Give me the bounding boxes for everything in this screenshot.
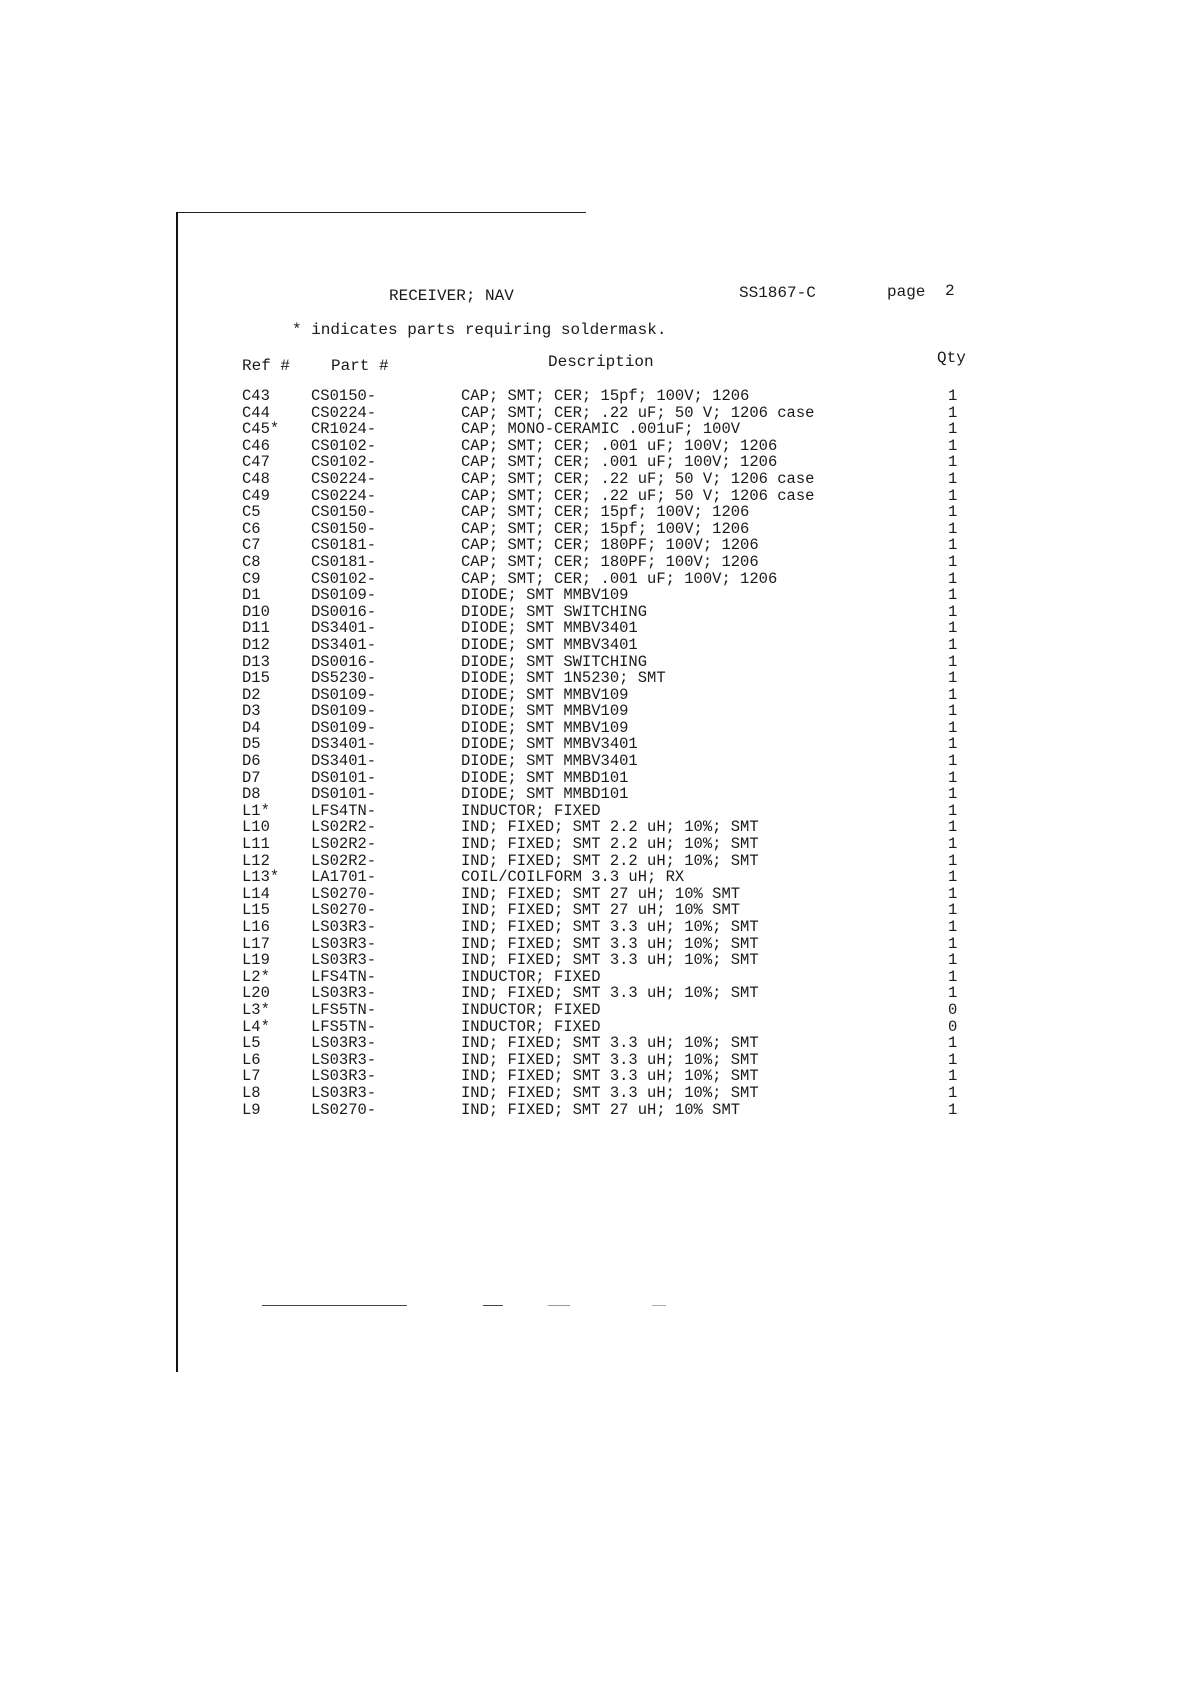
ref-cell: D10 bbox=[242, 602, 270, 621]
table-row bbox=[0, 471, 1190, 488]
qty-cell: 1 bbox=[948, 718, 958, 737]
qty-cell: 1 bbox=[948, 685, 958, 704]
qty-cell: 1 bbox=[948, 984, 958, 1003]
ref-cell: L12 bbox=[242, 851, 270, 870]
description-cell: IND; FIXED; SMT 3.3 uH; 10%; SMT bbox=[461, 1083, 759, 1102]
ref-cell: L13* bbox=[242, 868, 280, 887]
qty-cell: 1 bbox=[948, 818, 958, 837]
part-number-cell: LS02R2- bbox=[311, 851, 377, 870]
part-number-cell: LS0270- bbox=[311, 884, 377, 903]
table-row bbox=[0, 786, 1190, 803]
description-cell: CAP; SMT; CER; 15pf; 100V; 1206 bbox=[461, 519, 750, 538]
qty-cell: 1 bbox=[948, 569, 958, 588]
part-number-cell: LFS5TN- bbox=[311, 1017, 377, 1036]
description-cell: IND; FIXED; SMT 3.3 uH; 10%; SMT bbox=[461, 1067, 759, 1086]
ref-cell: C48 bbox=[242, 469, 270, 488]
qty-cell: 1 bbox=[948, 1034, 958, 1053]
description-cell: INDUCTOR; FIXED bbox=[461, 1000, 601, 1019]
ref-cell: L8 bbox=[242, 1083, 261, 1102]
part-number-cell: LS03R3- bbox=[311, 934, 377, 953]
description-cell: IND; FIXED; SMT 3.3 uH; 10%; SMT bbox=[461, 1050, 759, 1069]
ref-cell: D7 bbox=[242, 768, 261, 787]
qty-cell: 1 bbox=[948, 918, 958, 936]
qty-cell: 0 bbox=[948, 1000, 958, 1019]
table-row bbox=[0, 1002, 1190, 1019]
part-number-cell: LS0270- bbox=[311, 1100, 377, 1119]
description-cell: CAP; SMT; CER; .001 uF; 100V; 1206 bbox=[461, 569, 778, 588]
table-row bbox=[0, 969, 1190, 986]
description-cell: DIODE; SMT MMBV3401 bbox=[461, 752, 638, 771]
description-cell: DIODE; SMT MMBD101 bbox=[461, 785, 629, 804]
ref-cell: C47 bbox=[242, 453, 270, 472]
ref-cell: C43 bbox=[242, 387, 270, 405]
table-row bbox=[0, 388, 1190, 405]
description-cell: CAP; SMT; CER; 180PF; 100V; 1206 bbox=[461, 552, 759, 571]
description-cell: CAP; SMT; CER; 180PF; 100V; 1206 bbox=[461, 536, 759, 555]
part-number-cell: CS0224- bbox=[311, 403, 377, 422]
table-row bbox=[0, 985, 1190, 1002]
table-row bbox=[0, 521, 1190, 538]
qty-cell: 1 bbox=[948, 735, 958, 754]
description-cell: CAP; MONO-CERAMIC .001uF; 100V bbox=[461, 420, 741, 439]
part-number-cell: CS0102- bbox=[311, 453, 377, 472]
part-number-cell: DS3401- bbox=[311, 635, 377, 654]
ref-cell: L1* bbox=[242, 801, 270, 820]
part-number-cell: CS0150- bbox=[311, 519, 377, 538]
ref-cell: D11 bbox=[242, 619, 270, 638]
table-row bbox=[0, 654, 1190, 671]
table-row bbox=[0, 554, 1190, 571]
qty-cell: 1 bbox=[948, 934, 958, 953]
table-row bbox=[0, 1052, 1190, 1069]
document-number: SS1867-C bbox=[739, 284, 816, 302]
part-number-cell: DS0101- bbox=[311, 768, 377, 787]
qty-cell: 1 bbox=[948, 1067, 958, 1086]
ref-cell: D8 bbox=[242, 785, 261, 804]
ref-cell: L7 bbox=[242, 1067, 261, 1086]
part-number-cell: LS03R3- bbox=[311, 984, 377, 1003]
part-number-cell: DS5230- bbox=[311, 669, 377, 688]
description-cell: CAP; SMT; CER; 15pf; 100V; 1206 bbox=[461, 387, 750, 405]
table-row bbox=[0, 421, 1190, 438]
ref-cell: C8 bbox=[242, 552, 261, 571]
table-row bbox=[0, 637, 1190, 654]
qty-cell: 1 bbox=[948, 801, 958, 820]
part-number-cell: CS0102- bbox=[311, 436, 377, 455]
table-row bbox=[0, 537, 1190, 554]
ref-cell: D12 bbox=[242, 635, 270, 654]
table-row bbox=[0, 720, 1190, 737]
qty-cell: 1 bbox=[948, 519, 958, 538]
table-row bbox=[0, 604, 1190, 621]
qty-cell: 1 bbox=[948, 436, 958, 455]
description-cell: IND; FIXED; SMT 3.3 uH; 10%; SMT bbox=[461, 934, 759, 953]
part-number-cell: DS0109- bbox=[311, 702, 377, 721]
description-cell: CAP; SMT; CER; .22 uF; 50 V; 1206 case bbox=[461, 486, 815, 505]
part-number-cell: LA1701- bbox=[311, 868, 377, 887]
table-row bbox=[0, 488, 1190, 505]
table-row bbox=[0, 952, 1190, 969]
table-row bbox=[0, 819, 1190, 836]
part-number-cell: LFS5TN- bbox=[311, 1000, 377, 1019]
part-number-cell: LS03R3- bbox=[311, 1083, 377, 1102]
qty-cell: 1 bbox=[948, 536, 958, 555]
description-cell: COIL/COILFORM 3.3 uH; RX bbox=[461, 868, 685, 887]
description-cell: INDUCTOR; FIXED bbox=[461, 967, 601, 986]
description-cell: IND; FIXED; SMT 3.3 uH; 10%; SMT bbox=[461, 918, 759, 936]
part-number-cell: LS0270- bbox=[311, 901, 377, 920]
description-cell: DIODE; SMT SWITCHING bbox=[461, 652, 648, 671]
ref-cell: C7 bbox=[242, 536, 261, 555]
qty-cell: 1 bbox=[948, 1050, 958, 1069]
document-title: RECEIVER; NAV bbox=[389, 287, 514, 305]
qty-cell: 1 bbox=[948, 884, 958, 903]
qty-cell: 1 bbox=[948, 752, 958, 771]
description-cell: IND; FIXED; SMT 27 uH; 10% SMT bbox=[461, 1100, 741, 1119]
bottom-rule-1 bbox=[262, 1305, 407, 1306]
part-number-cell: DS0109- bbox=[311, 685, 377, 704]
column-header-description: Description bbox=[548, 353, 654, 371]
description-cell: CAP; SMT; CER; .001 uF; 100V; 1206 bbox=[461, 453, 778, 472]
ref-cell: L3* bbox=[242, 1000, 270, 1019]
table-row bbox=[0, 405, 1190, 422]
qty-cell: 1 bbox=[948, 1083, 958, 1102]
ref-cell: D3 bbox=[242, 702, 261, 721]
part-number-cell: DS3401- bbox=[311, 619, 377, 638]
ref-cell: L9 bbox=[242, 1100, 261, 1119]
ref-cell: L20 bbox=[242, 984, 270, 1003]
part-number-cell: CS0181- bbox=[311, 536, 377, 555]
description-cell: INDUCTOR; FIXED bbox=[461, 801, 601, 820]
ref-cell: C9 bbox=[242, 569, 261, 588]
description-cell: DIODE; SMT MMBV109 bbox=[461, 685, 629, 704]
qty-cell: 1 bbox=[948, 967, 958, 986]
ref-cell: C5 bbox=[242, 503, 261, 522]
ref-cell: L2* bbox=[242, 967, 270, 986]
ref-cell: C49 bbox=[242, 486, 270, 505]
page-label: page bbox=[887, 283, 926, 301]
description-cell: IND; FIXED; SMT 27 uH; 10% SMT bbox=[461, 884, 741, 903]
table-row bbox=[0, 936, 1190, 953]
ref-cell: D1 bbox=[242, 586, 261, 605]
table-row bbox=[0, 1035, 1190, 1052]
description-cell: DIODE; SMT MMBV109 bbox=[461, 586, 629, 605]
ref-cell: D2 bbox=[242, 685, 261, 704]
part-number-cell: LFS4TN- bbox=[311, 801, 377, 820]
part-number-cell: LS03R3- bbox=[311, 918, 377, 936]
part-number-cell: CS0224- bbox=[311, 469, 377, 488]
column-header-qty: Qty bbox=[937, 349, 966, 367]
ref-cell: L16 bbox=[242, 918, 270, 936]
table-row bbox=[0, 770, 1190, 787]
part-number-cell: LS03R3- bbox=[311, 1067, 377, 1086]
ref-cell: L5 bbox=[242, 1034, 261, 1053]
table-row bbox=[0, 687, 1190, 704]
ref-cell: D15 bbox=[242, 669, 270, 688]
part-number-cell: DS0109- bbox=[311, 718, 377, 737]
ref-cell: L19 bbox=[242, 951, 270, 970]
part-number-cell: LS03R3- bbox=[311, 1034, 377, 1053]
description-cell: CAP; SMT; CER; .22 uF; 50 V; 1206 case bbox=[461, 403, 815, 422]
qty-cell: 1 bbox=[948, 552, 958, 571]
table-row bbox=[0, 919, 1190, 936]
soldermask-note: * indicates parts requiring soldermask. bbox=[292, 321, 667, 339]
description-cell: DIODE; SMT MMBV109 bbox=[461, 718, 629, 737]
ref-cell: L17 bbox=[242, 934, 270, 953]
qty-cell: 1 bbox=[948, 951, 958, 970]
description-cell: IND; FIXED; SMT 27 uH; 10% SMT bbox=[461, 901, 741, 920]
part-number-cell: CS0150- bbox=[311, 503, 377, 522]
description-cell: DIODE; SMT 1N5230; SMT bbox=[461, 669, 666, 688]
table-row bbox=[0, 1068, 1190, 1085]
table-row bbox=[0, 454, 1190, 471]
part-number-cell: CS0150- bbox=[311, 387, 377, 405]
table-row bbox=[0, 571, 1190, 588]
description-cell: IND; FIXED; SMT 2.2 uH; 10%; SMT bbox=[461, 851, 759, 870]
description-cell: INDUCTOR; FIXED bbox=[461, 1017, 601, 1036]
ref-cell: L4* bbox=[242, 1017, 270, 1036]
qty-cell: 1 bbox=[948, 387, 958, 405]
column-header-part: Part # bbox=[331, 357, 389, 375]
part-number-cell: DS0016- bbox=[311, 652, 377, 671]
part-number-cell: DS0016- bbox=[311, 602, 377, 621]
qty-cell: 1 bbox=[948, 702, 958, 721]
part-number-cell: LS02R2- bbox=[311, 818, 377, 837]
part-number-cell: LS02R2- bbox=[311, 835, 377, 854]
qty-cell: 1 bbox=[948, 619, 958, 638]
ref-cell: D6 bbox=[242, 752, 261, 771]
ref-cell: L14 bbox=[242, 884, 270, 903]
qty-cell: 1 bbox=[948, 469, 958, 488]
ref-cell: C46 bbox=[242, 436, 270, 455]
part-number-cell: DS3401- bbox=[311, 752, 377, 771]
description-cell: DIODE; SMT MMBV3401 bbox=[461, 635, 638, 654]
qty-cell: 1 bbox=[948, 785, 958, 804]
part-number-cell: DS0109- bbox=[311, 586, 377, 605]
part-number-cell: LS03R3- bbox=[311, 951, 377, 970]
qty-cell: 1 bbox=[948, 652, 958, 671]
description-cell: DIODE; SMT SWITCHING bbox=[461, 602, 648, 621]
part-number-cell: CS0224- bbox=[311, 486, 377, 505]
table-row bbox=[0, 620, 1190, 637]
part-number-cell: CR1024- bbox=[311, 420, 377, 439]
qty-cell: 1 bbox=[948, 420, 958, 439]
description-cell: IND; FIXED; SMT 3.3 uH; 10%; SMT bbox=[461, 951, 759, 970]
qty-cell: 1 bbox=[948, 403, 958, 422]
description-cell: CAP; SMT; CER; 15pf; 100V; 1206 bbox=[461, 503, 750, 522]
bottom-rule-2 bbox=[483, 1305, 503, 1306]
ref-cell: L6 bbox=[242, 1050, 261, 1069]
table-row bbox=[0, 886, 1190, 903]
table-row bbox=[0, 902, 1190, 919]
description-cell: IND; FIXED; SMT 2.2 uH; 10%; SMT bbox=[461, 835, 759, 854]
part-number-cell: LS03R3- bbox=[311, 1050, 377, 1069]
description-cell: DIODE; SMT MMBV3401 bbox=[461, 619, 638, 638]
ref-cell: L15 bbox=[242, 901, 270, 920]
table-row bbox=[0, 703, 1190, 720]
qty-cell: 1 bbox=[948, 901, 958, 920]
table-row bbox=[0, 736, 1190, 753]
table-row bbox=[0, 504, 1190, 521]
part-number-cell: CS0181- bbox=[311, 552, 377, 571]
qty-cell: 1 bbox=[948, 835, 958, 854]
part-number-cell: LFS4TN- bbox=[311, 967, 377, 986]
part-number-cell: CS0102- bbox=[311, 569, 377, 588]
qty-cell: 1 bbox=[948, 602, 958, 621]
qty-cell: 1 bbox=[948, 586, 958, 605]
bottom-rule-4 bbox=[652, 1305, 666, 1306]
description-cell: IND; FIXED; SMT 2.2 uH; 10%; SMT bbox=[461, 818, 759, 837]
column-header-ref: Ref # bbox=[242, 357, 291, 375]
qty-cell: 1 bbox=[948, 635, 958, 654]
description-cell: DIODE; SMT MMBD101 bbox=[461, 768, 629, 787]
table-row bbox=[0, 438, 1190, 455]
part-number-cell: DS0101- bbox=[311, 785, 377, 804]
table-row bbox=[0, 869, 1190, 886]
table-row bbox=[0, 670, 1190, 687]
qty-cell: 1 bbox=[948, 453, 958, 472]
qty-cell: 1 bbox=[948, 851, 958, 870]
table-row bbox=[0, 1085, 1190, 1102]
part-number-cell: DS3401- bbox=[311, 735, 377, 754]
ref-cell: D4 bbox=[242, 718, 261, 737]
qty-cell: 1 bbox=[948, 503, 958, 522]
table-row bbox=[0, 853, 1190, 870]
description-cell: DIODE; SMT MMBV3401 bbox=[461, 735, 638, 754]
ref-cell: C45* bbox=[242, 420, 280, 439]
ref-cell: L10 bbox=[242, 818, 270, 837]
table-row bbox=[0, 1019, 1190, 1036]
table-row bbox=[0, 803, 1190, 820]
ref-cell: L11 bbox=[242, 835, 270, 854]
description-cell: IND; FIXED; SMT 3.3 uH; 10%; SMT bbox=[461, 984, 759, 1003]
description-cell: CAP; SMT; CER; .001 uF; 100V; 1206 bbox=[461, 436, 778, 455]
page-number: 2 bbox=[945, 282, 955, 300]
table-row bbox=[0, 753, 1190, 770]
qty-cell: 0 bbox=[948, 1017, 958, 1036]
parts-list bbox=[0, 388, 1190, 1118]
qty-cell: 1 bbox=[948, 1100, 958, 1119]
ref-cell: D5 bbox=[242, 735, 261, 754]
page-frame-top-rule bbox=[176, 212, 586, 213]
qty-cell: 1 bbox=[948, 669, 958, 688]
table-row bbox=[0, 836, 1190, 853]
table-row bbox=[0, 1102, 1190, 1119]
bottom-rule-3 bbox=[548, 1305, 570, 1306]
ref-cell: C6 bbox=[242, 519, 261, 538]
table-row bbox=[0, 587, 1190, 604]
ref-cell: C44 bbox=[242, 403, 270, 422]
ref-cell: D13 bbox=[242, 652, 270, 671]
description-cell: IND; FIXED; SMT 3.3 uH; 10%; SMT bbox=[461, 1034, 759, 1053]
qty-cell: 1 bbox=[948, 868, 958, 887]
description-cell: DIODE; SMT MMBV109 bbox=[461, 702, 629, 721]
qty-cell: 1 bbox=[948, 768, 958, 787]
qty-cell: 1 bbox=[948, 486, 958, 505]
description-cell: CAP; SMT; CER; .22 uF; 50 V; 1206 case bbox=[461, 469, 815, 488]
